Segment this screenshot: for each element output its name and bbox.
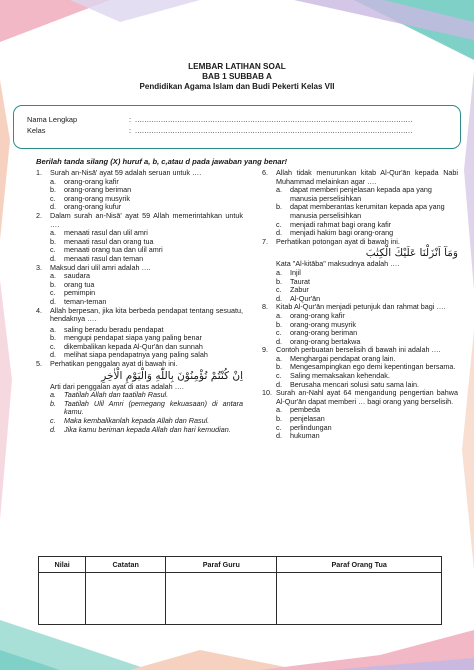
question-text: Allah berpesan, jika kita berbeda pendapat tentang sesuatu, hendaknya ….: [50, 305, 243, 324]
option-8c[interactable]: c. orang-orang beriman: [276, 328, 358, 338]
option-10d[interactable]: d. hukuman: [276, 431, 320, 441]
decor-top-left: [0, 0, 200, 60]
name-colon: :: [129, 115, 132, 124]
decor-right-strip: [460, 70, 474, 570]
option-7b[interactable]: b. Taurat: [276, 276, 310, 286]
decor-top-right: [294, 0, 474, 70]
option-1d[interactable]: d. orang-orang kufur: [50, 202, 122, 212]
option-4c[interactable]: c. dikembalikan kepada Al-Qur'ān dan sunnah: [50, 341, 203, 351]
chapter-label: BAB 1 SUBBAB A: [202, 72, 272, 81]
option-7a[interactable]: a. Injil: [276, 267, 301, 277]
option-3d[interactable]: d. teman-teman: [50, 296, 107, 306]
question-text: Surah an-Nisā' ayat 59 adalah seruan untuk ….: [50, 168, 202, 177]
option-6b[interactable]: b. dapat memberantas kerumitan kepada apa yang manusia perselisihkan: [276, 202, 445, 220]
decor-left-strip: [0, 80, 16, 560]
question-text: Contoh perbuatan berselisih di bawah ini adalah ….: [276, 345, 441, 355]
question-5-followup: Arti dari penggalan ayat di atas adalah ….: [50, 381, 184, 391]
option-1c[interactable]: c. orang-orang musyrik: [50, 193, 130, 203]
option-6c[interactable]: c. menjadi rahmat bagi orang kafir: [276, 219, 392, 229]
question-9: 9. Contoh perbuatan berselisih di bawah ini adalah ….: [262, 346, 458, 355]
arabic-verse-5: اِنْ كُنْتُمْ تُؤْمِنُوْنَ بِاللّٰهِ وَالْيَوْمِ الْاٰخِرِ: [101, 369, 243, 382]
question-5: 5. Perhatikan penggalan ayat di bawah ini.: [36, 360, 243, 369]
name-label: Nama Lengkap: [27, 115, 78, 124]
option-8a[interactable]: a. orang-orang kafir: [276, 310, 345, 320]
option-9b[interactable]: b. Mengesampingkan ego demi kepentingan bersama.: [276, 362, 456, 372]
option-9a[interactable]: a. Menghargai pendapat orang lain.: [276, 353, 396, 363]
worksheet-title: LEMBAR LATIHAN SOAL: [188, 62, 286, 71]
option-4d[interactable]: d. melihat siapa pendapatnya yang paling salah: [50, 350, 208, 360]
class-colon: :: [129, 126, 132, 135]
question-7: 7. Perhatikan potongan ayat di bawah ini.: [262, 238, 458, 247]
name-row: [27, 115, 435, 124]
option-5a[interactable]: a. Taatilah Allah dan taatilah Rasul.: [50, 390, 169, 400]
option-7c[interactable]: c. Zabur: [276, 285, 309, 295]
option-4b[interactable]: b. mengupi pendapat siapa yang paling benar: [50, 333, 202, 343]
worksheet-header: [0, 62, 474, 92]
option-3b[interactable]: b. orang tua: [50, 279, 95, 289]
question-text: Allah tidak menurunkan kitab Al-Qur'ān kepada Nabi Muhammad melainkan agar ….: [276, 168, 458, 186]
question-text: Kitab Al-Qur'ān menjadi petunjuk dan rahmat bagi ….: [276, 302, 446, 312]
question-text: Perhatikan potongan ayat di bawah ini.: [276, 236, 400, 246]
option-2d[interactable]: d. menaati rasul dan teman: [50, 253, 144, 263]
name-field[interactable]: ......................................................................................................................: [135, 115, 413, 124]
cell-paraf-orang-tua[interactable]: [277, 573, 442, 625]
question-text: Dalam surah an-Nisā' ayat 59 Allah memerintahkan untuk ….: [50, 210, 243, 229]
header-paraf-orang-tua: Paraf Orang Tua: [277, 557, 442, 573]
subject-label: Pendidikan Agama Islam dan Budi Pekerti Kelas VII: [139, 82, 335, 91]
header-catatan: Catatan: [86, 557, 166, 573]
option-4a[interactable]: a. saling beradu beradu pendapat: [50, 324, 164, 334]
class-label: Kelas: [27, 126, 46, 135]
option-1b[interactable]: b. orang-orang beriman: [50, 185, 132, 195]
question-8: 8. Kitab Al-Qur'ān menjadi petunjuk dan rahmat bagi ….: [262, 303, 458, 312]
class-field[interactable]: ......................................................................................................................: [135, 126, 413, 135]
instruction-text: Berilah tanda silang (X) huruf a, b, c,atau d pada jawaban yang benar!: [36, 157, 288, 166]
question-2: 2. Dalam surah an-Nisā' ayat 59 Allah memerintahkan untuk ….: [36, 210, 243, 229]
option-5b[interactable]: b. Taatilah Ulil Amri (pemegang kekuasaan) di antara kamu.: [50, 398, 243, 417]
option-10c[interactable]: c. perlindungan: [276, 422, 332, 432]
option-2a[interactable]: a. menaati rasul dan ulil amri: [50, 228, 148, 238]
header-paraf-guru: Paraf Guru: [166, 557, 277, 573]
question-1: 1. Surah an-Nisā' ayat 59 adalah seruan untuk ….: [36, 169, 243, 178]
question-6: 6. Allah tidak menurunkan kitab Al-Qur'ān kepada Nabi Muhammad melainkan agar ….: [262, 168, 458, 186]
option-3a[interactable]: a. saudara: [50, 271, 90, 281]
option-5c[interactable]: c. Maka kembalikanlah kepada Allah dan Rasul.: [50, 416, 210, 426]
option-2c[interactable]: c. menaati orang tua dan ulil amri: [50, 245, 163, 255]
questions-left-column: [36, 169, 243, 434]
option-3c[interactable]: c. pemimpin: [50, 288, 96, 298]
question-10: 10. Surah an-Nahl ayat 64 mengandung pengertian bahwa Al-Qur'ān dapat memberi … bagi orang yang berselisih.: [262, 388, 458, 406]
cell-catatan[interactable]: [86, 573, 166, 625]
questions-right-column: [262, 169, 458, 441]
question-7-followup: Kata "Al-kitāba" maksudnya adalah ….: [276, 259, 400, 269]
option-10a[interactable]: a. pembeda: [276, 405, 320, 415]
option-2b[interactable]: b. menaati rasul dan orang tua: [50, 236, 154, 246]
option-8b[interactable]: b. orang-orang musyrik: [276, 319, 356, 329]
arabic-verse-7: وَمَآ اَنْزَلْنَا عَلَيْكَ الْكِتٰبَ: [365, 247, 458, 260]
option-8d[interactable]: d. orang-orang bertakwa: [276, 336, 361, 346]
option-6d[interactable]: d. menjadi hakim bagi orang-orang: [276, 228, 394, 238]
cell-paraf-guru[interactable]: [166, 573, 277, 625]
question-3: 3. Maksud dari ulil amri adalah ….: [36, 264, 243, 273]
question-text: Surah an-Nahl ayat 64 mengandung pengertian bahwa Al-Qur'ān dapat memberi … bagi orang yang berselisih.: [276, 388, 458, 406]
question-text: Maksud dari ulil amri adalah ….: [50, 262, 151, 272]
option-10b[interactable]: b. penjelasan: [276, 414, 325, 424]
option-5d[interactable]: d. Jika kamu beriman kepada Allah dan hari kemudian.: [50, 424, 231, 434]
question-text: Perhatikan penggalan ayat di bawah ini.: [50, 359, 178, 369]
option-6a[interactable]: a. dapat memberi penjelasan kepada apa yang manusia perselisihkan: [276, 185, 432, 203]
question-4: 4. Allah berpesan, jika kita berbeda pendapat tentang sesuatu, hendaknya ….: [36, 305, 243, 324]
option-9d[interactable]: d. Berusaha mencari solusi satu sama lain.: [276, 379, 420, 389]
option-7d[interactable]: d. Al-Qur'ān: [276, 293, 321, 303]
option-1a[interactable]: a. orang-orang kafir: [50, 176, 119, 186]
option-9c[interactable]: c. Saling memaksakan kehendak.: [276, 371, 390, 381]
student-identity-box: [13, 105, 461, 149]
header-nilai: Nilai: [39, 557, 86, 573]
signature-table: [38, 556, 442, 625]
class-row: [27, 126, 435, 135]
cell-nilai[interactable]: [39, 573, 86, 625]
